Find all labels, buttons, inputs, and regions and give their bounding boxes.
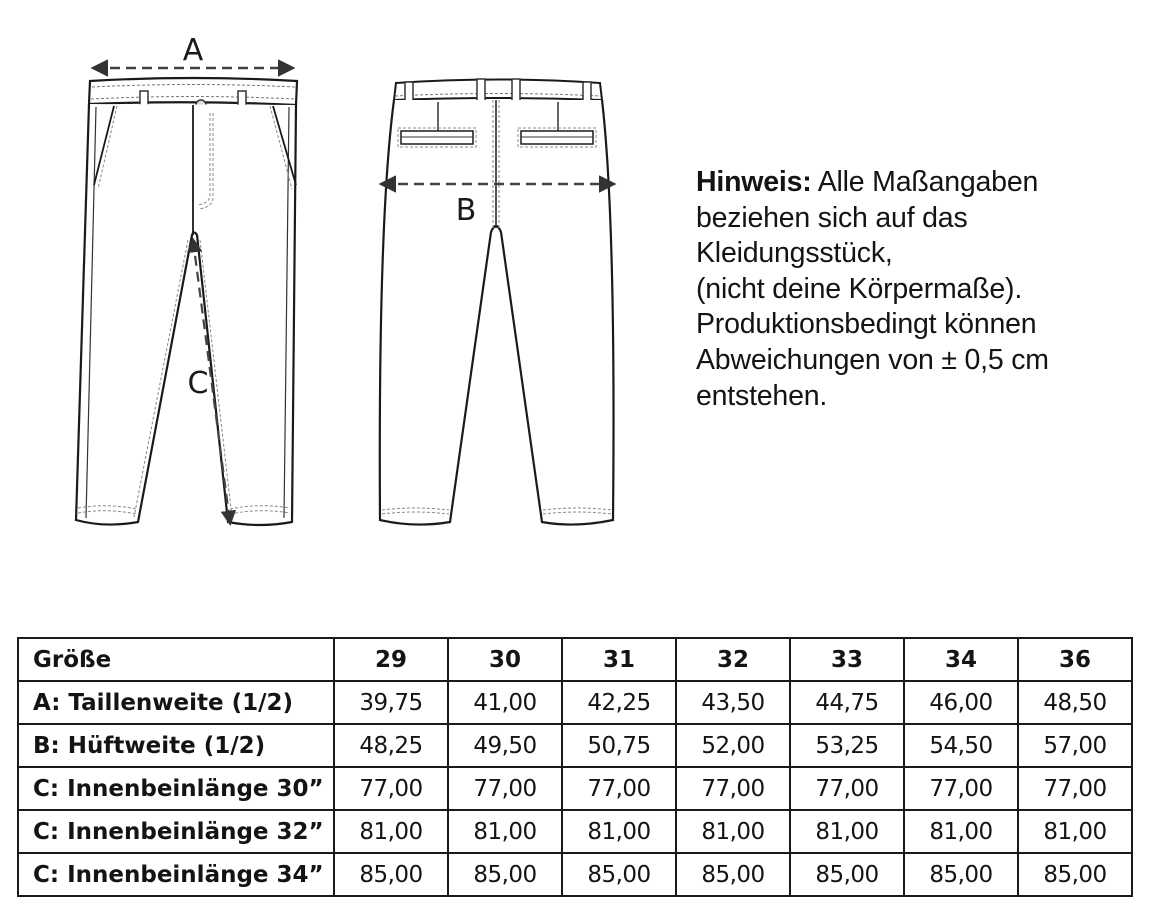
measure-c-label: C [187,366,209,401]
table-row [18,853,1132,896]
note-line-1 [696,165,1116,201]
table-row [18,767,1132,810]
size-col-header: 32 [676,638,790,681]
table-cell: 85,00 [904,853,1018,896]
note-text-1: Alle Maßangaben [811,166,1039,198]
note-line-3: Kleidungsstück, [696,237,893,270]
table-cell: 46,00 [904,681,1018,724]
table-cell: 85,00 [676,853,790,896]
size-table-header-row [18,638,1132,681]
table-cell: 41,00 [448,681,562,724]
row-label-waist: A: Taillenweite (1/2) [18,681,334,724]
size-col-header: 36 [1018,638,1132,681]
table-row [18,810,1132,853]
note-label: Hinweis: [696,166,812,198]
front-pants-drawing [60,25,350,545]
table-cell: 77,00 [676,767,790,810]
table-cell: 81,00 [334,810,448,853]
table-cell: 39,75 [334,681,448,724]
table-cell: 85,00 [790,853,904,896]
table-cell: 85,00 [448,853,562,896]
measure-a-label: A [182,33,204,68]
size-col-header: 31 [562,638,676,681]
table-cell: 48,25 [334,724,448,767]
row-label-inseam-32: C: Innenbeinlänge 32” [18,810,334,853]
table-cell: 54,50 [904,724,1018,767]
table-row [18,724,1132,767]
table-row [18,681,1132,724]
note-line-2: beziehen sich auf das [696,201,968,234]
front-pants-diagram [60,25,350,545]
table-cell: 85,00 [1018,853,1132,896]
table-cell: 53,25 [790,724,904,767]
size-col-header: 33 [790,638,904,681]
measurement-note [696,165,1116,414]
note-line-6: Abweichungen von ± 0,5 cm [696,343,1049,376]
note-line-5: Produktionsbedingt können [696,308,1037,341]
table-cell: 81,00 [1018,810,1132,853]
table-cell: 49,50 [448,724,562,767]
table-cell: 50,75 [562,724,676,767]
note-line-4: (nicht deine Körpermaße). [696,272,1023,305]
row-label-inseam-34: C: Innenbeinlänge 34” [18,853,334,896]
note-line-7: entstehen. [696,379,828,412]
back-pants-drawing [370,70,630,540]
row-label-hip: B: Hüftweite (1/2) [18,724,334,767]
table-cell: 81,00 [790,810,904,853]
table-cell: 52,00 [676,724,790,767]
table-cell: 81,00 [448,810,562,853]
table-cell: 77,00 [334,767,448,810]
size-col-header: 29 [334,638,448,681]
table-cell: 77,00 [562,767,676,810]
table-cell: 43,50 [676,681,790,724]
table-cell: 42,25 [562,681,676,724]
table-cell: 77,00 [448,767,562,810]
measure-b-label: B [455,193,477,228]
table-cell: 77,00 [1018,767,1132,810]
table-cell: 81,00 [676,810,790,853]
size-header-label: Größe [18,638,334,681]
table-cell: 77,00 [790,767,904,810]
back-pants-diagram [370,70,630,540]
table-cell: 81,00 [904,810,1018,853]
table-cell: 57,00 [1018,724,1132,767]
table-cell: 44,75 [790,681,904,724]
table-cell: 48,50 [1018,681,1132,724]
table-cell: 85,00 [562,853,676,896]
row-label-inseam-30: C: Innenbeinlänge 30” [18,767,334,810]
table-cell: 85,00 [334,853,448,896]
table-cell: 77,00 [904,767,1018,810]
size-table [17,637,1133,897]
table-cell: 81,00 [562,810,676,853]
size-col-header: 30 [448,638,562,681]
size-col-header: 34 [904,638,1018,681]
